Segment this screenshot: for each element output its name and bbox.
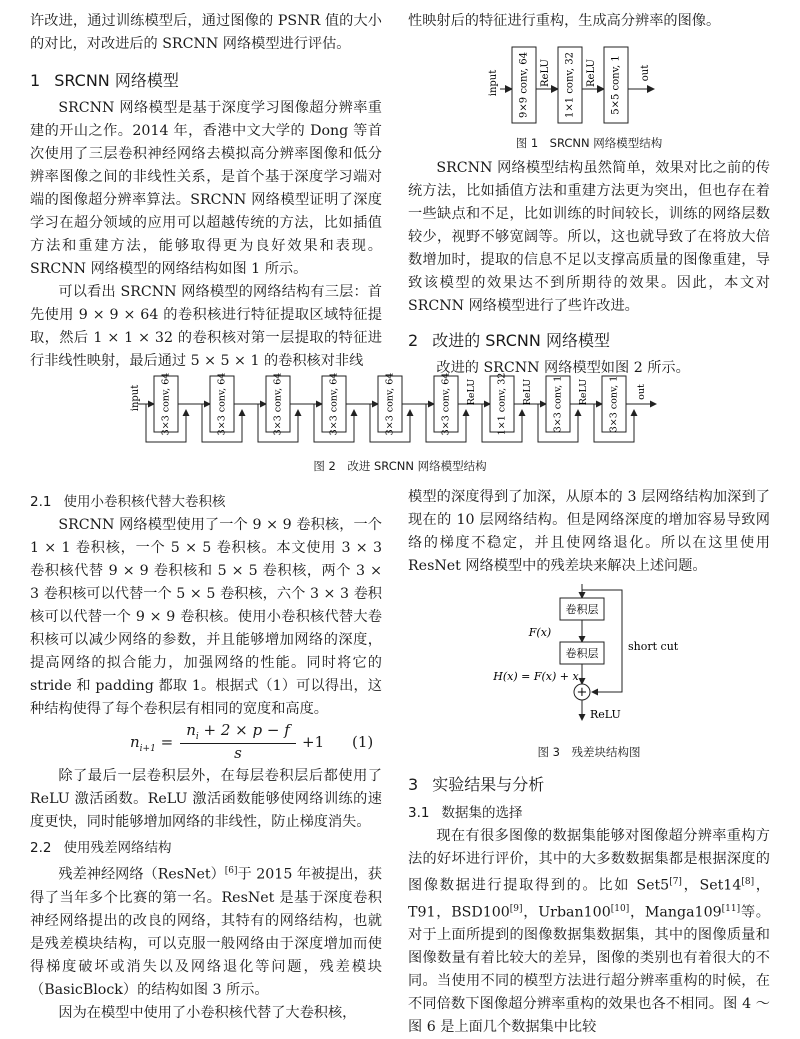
fig3-hx-label: H(x) = F(x) + x [493,670,579,683]
paragraph: 因为在模型中使用了小卷积核代替了大卷积核， [58,1004,357,1021]
figure-1-caption: 图 1 SRCNN 网络模型结构 [515,136,663,150]
citation: [9] [509,903,523,914]
fig3-fx-label: F(x) [528,626,552,639]
fig1-relu-label: ReLU [540,59,551,87]
paragraph: 现在有很多图像的数据集能够对图像超分辨率重构方法的好坏进行评价，其中的大多数数据集都是根据深度的图像数据进行提取得到的。比如 Set5[7]，Set14[8]，T91，BSD100[9]，Urban100[10]，Manga109[11]等。对于上面所提到的图像数据集数据集，其中的图像质量和图像数量有着比较大的差异，图像的类别也有着很大的不同。当使用不同的模型方法进行超分辨率重构的时候，在不同倍数下图像超分辨率重构的效果也各不相同。图 4 ～图 6 是上面几个数据集中比较 [408,828,770,1036]
paragraph: SRCNN 网络模型使用了一个 9 × 9 卷积核，一个 1 × 1 卷积核，一个 5 × 5 卷积核。本文使用 3 × 3 卷积核代替 9 × 9 卷积核和 5 × 5 卷积核，两个 3 × 3 卷积核可以代替一个 5 × 5 卷积核，六个 3 × 3 卷积核可以代替一个 9 × 9 卷积核。使用小卷积核代替大卷积核可以减少网络的参数，并且能够增加网络的深度，提高网络的拟合能力，加强网络的性能。同时将它的 stride 和 padding 都取 1。根据式（1）可以得出，这种结构使得了每个卷积层有相同的宽度和高度。 [30,517,382,717]
section-title: 使用小卷积核代替大卷积核 [63,494,226,510]
fig1-relu-label: ReLU [586,59,597,87]
right-column [408,0,770,380]
equation-number: (1) [352,733,374,751]
fig2-relu-label: ReLU [522,378,533,406]
section-2-heading [408,328,770,351]
fig2-blocks [146,373,656,442]
citation: [7] [669,877,682,887]
paragraph: SRCNN 网络模型是基于深度学习图像超分辨率重建的开山之作。2014 年，香港中文大学的 Dong 等首次使用了三层卷积神经网络去模拟高分辨率图像和低分辨率图像之间的非线性关系，是首个基于深度学习端对端的图像超分辨率算法。SRCNN 网络模型证明了深度学习在超分领域的应用可以超越传统的方法，比如插值方法和重建方法，能够取得更为良好效果和表现。SRCNN 网络模型的网络结构如图 1 所示。 [30,100,382,277]
fig2-conv-label: 3×3 conv, 64 [384,372,396,436]
fig1-out-label: out [640,64,651,82]
equation-1 [30,721,382,765]
section-number: 2.1 [30,494,52,510]
fig2-conv-label: 3×3 conv, 64 [272,372,284,436]
fig2-conv-label: 3×3 conv, 64 [328,372,340,436]
fig3-layer-label: 卷积层 [565,647,599,660]
fig3-layer-label: 卷积层 [565,603,599,616]
intro-paragraph: 许改进，通过训练模型后，通过图像的 PSNR 值的大小的对比，对改进后的 SRCNN 网络模型进行评估。 [30,13,382,52]
section-title: 改进的 SRCNN 网络模型 [432,331,610,350]
equation-tail: +1 [302,733,325,751]
paragraph: 改进的 SRCNN 网络模型如图 2 所示。 [436,360,690,376]
figure-1-diagram [408,33,770,133]
equation-fraction [180,721,296,762]
section-1-heading [30,68,382,91]
section-number: 3 [408,775,419,794]
paragraph: 可以看出 SRCNN 网络模型的网络结构有三层：首先使用 9 × 9 × 64 的卷积核进行特征提取区域特征提取，然后 1 × 1 × 32 的卷积核对第一层提取的特征进行非线性映射，最后通过 5 × 5 × 1 的卷积核对非线 [30,284,382,369]
fig2-conv-label: 3×3 conv, 64 [160,372,172,436]
left-column [30,0,382,373]
fig3-plus-sign: + [576,685,588,700]
fig2-relu-label: ReLU [578,378,589,406]
figure-3-diagram [408,584,770,740]
fig2-input-label: input [130,384,141,412]
section-title: 数据集的选择 [441,805,523,821]
paragraph: 性映射后的特征进行重构，生成高分辨率的图像。 [408,13,721,29]
section-number: 2 [408,331,419,350]
section-number: 2.2 [30,840,52,856]
citation: [6] [224,866,238,876]
figure-3-caption: 图 3 残差块结构图 [537,745,641,759]
fig2-conv-label: 3×3 conv, 1 [552,375,564,433]
right-column-lower [408,486,770,1039]
fig2-conv-label: 3×3 conv, 64 [216,372,228,436]
section-title: 实验结果与分析 [432,775,545,794]
figure-2-diagram [110,370,690,456]
fig2-out-label: out [636,384,647,400]
paragraph: 残差神经网络（ResNet）[6]于 2015 年被提出，获得了当年多个比赛的第一名。ResNet 是基于深度卷积神经网络提出的改良的网络，其特有的网络结构，也就是残差模块结构，可以克服一般网络由于深度增加而使得梯度破坏或消失以及网络退化等问题，残差模块（BasicBlock）的结构如图 3 所示。 [30,866,382,998]
fig3-relu-label: ReLU [590,708,621,721]
section-3-1-heading [408,801,770,821]
fig2-conv-label: 3×3 conv, 1 [608,375,620,433]
paragraph: SRCNN 网络模型结构虽然简单，效果对比之前的传统方法，比如插值方法和重建方法更为突出，但也存在着一些缺点和不足，比如训练的时间较长，训练的网络层数较少，视野不够宽阔等。所以，这也就导致了在将放大倍数增加时，提取的信息不足以支撑高质量的图像重建，导致该模型的效果达不到所期待的效果。因此，本文对 SRCNN 网络模型进行了些许改进。 [408,160,770,314]
section-2-1-heading [30,490,382,510]
fig1-conv-label: 9×9 conv, 64 [518,52,530,118]
citation: [8] [741,877,755,887]
section-number: 3.1 [408,805,430,821]
fig3-shortcut-label: short cut [628,640,679,653]
section-number: 1 [30,71,41,90]
fig1-input-label: input [488,69,499,97]
fig2-conv-label: 1×1 conv, 32 [496,372,508,436]
section-3-heading [408,772,770,795]
figure-2-caption: 图 2 改进 SRCNN 网络模型结构 [313,459,487,473]
equation-numerator: $n_i + 2 \times p - f$ [180,721,296,744]
fig1-conv-label: 5×5 conv, 1 [610,55,622,115]
figure-2 [110,370,690,474]
fig2-relu-label: ReLU [466,378,477,406]
fig2-conv-label: 3×3 conv, 64 [440,372,452,436]
equation-denominator: s [234,744,242,762]
equation-lhs: $n_{i+1}$ = [130,733,174,754]
left-column-lower [30,486,382,1025]
paragraph: 除了最后一层卷积层外，在每层卷积层后都使用了 ReLU 激活函数。ReLU 激活函数能够使网络训练的速度更快，同时能够增加网络的非线性，防止梯度消失。 [30,768,382,830]
section-title: 使用残差网络结构 [63,840,172,856]
citation: [11] [721,903,741,914]
citation: [10] [610,903,630,914]
paragraph: 模型的深度得到了加深，从原本的 3 层网络结构加深到了现在的 10 层网络结构。但是网络深度的增加容易导致网络的梯度不稳定，并且使网络退化。所以在这里使用 ResNet 网络模型中的残差块来解决上述问题。 [408,489,770,574]
fig1-conv-label: 1×1 conv, 32 [564,52,576,118]
section-2-2-heading [30,836,382,856]
section-title: SRCNN 网络模型 [54,71,179,90]
